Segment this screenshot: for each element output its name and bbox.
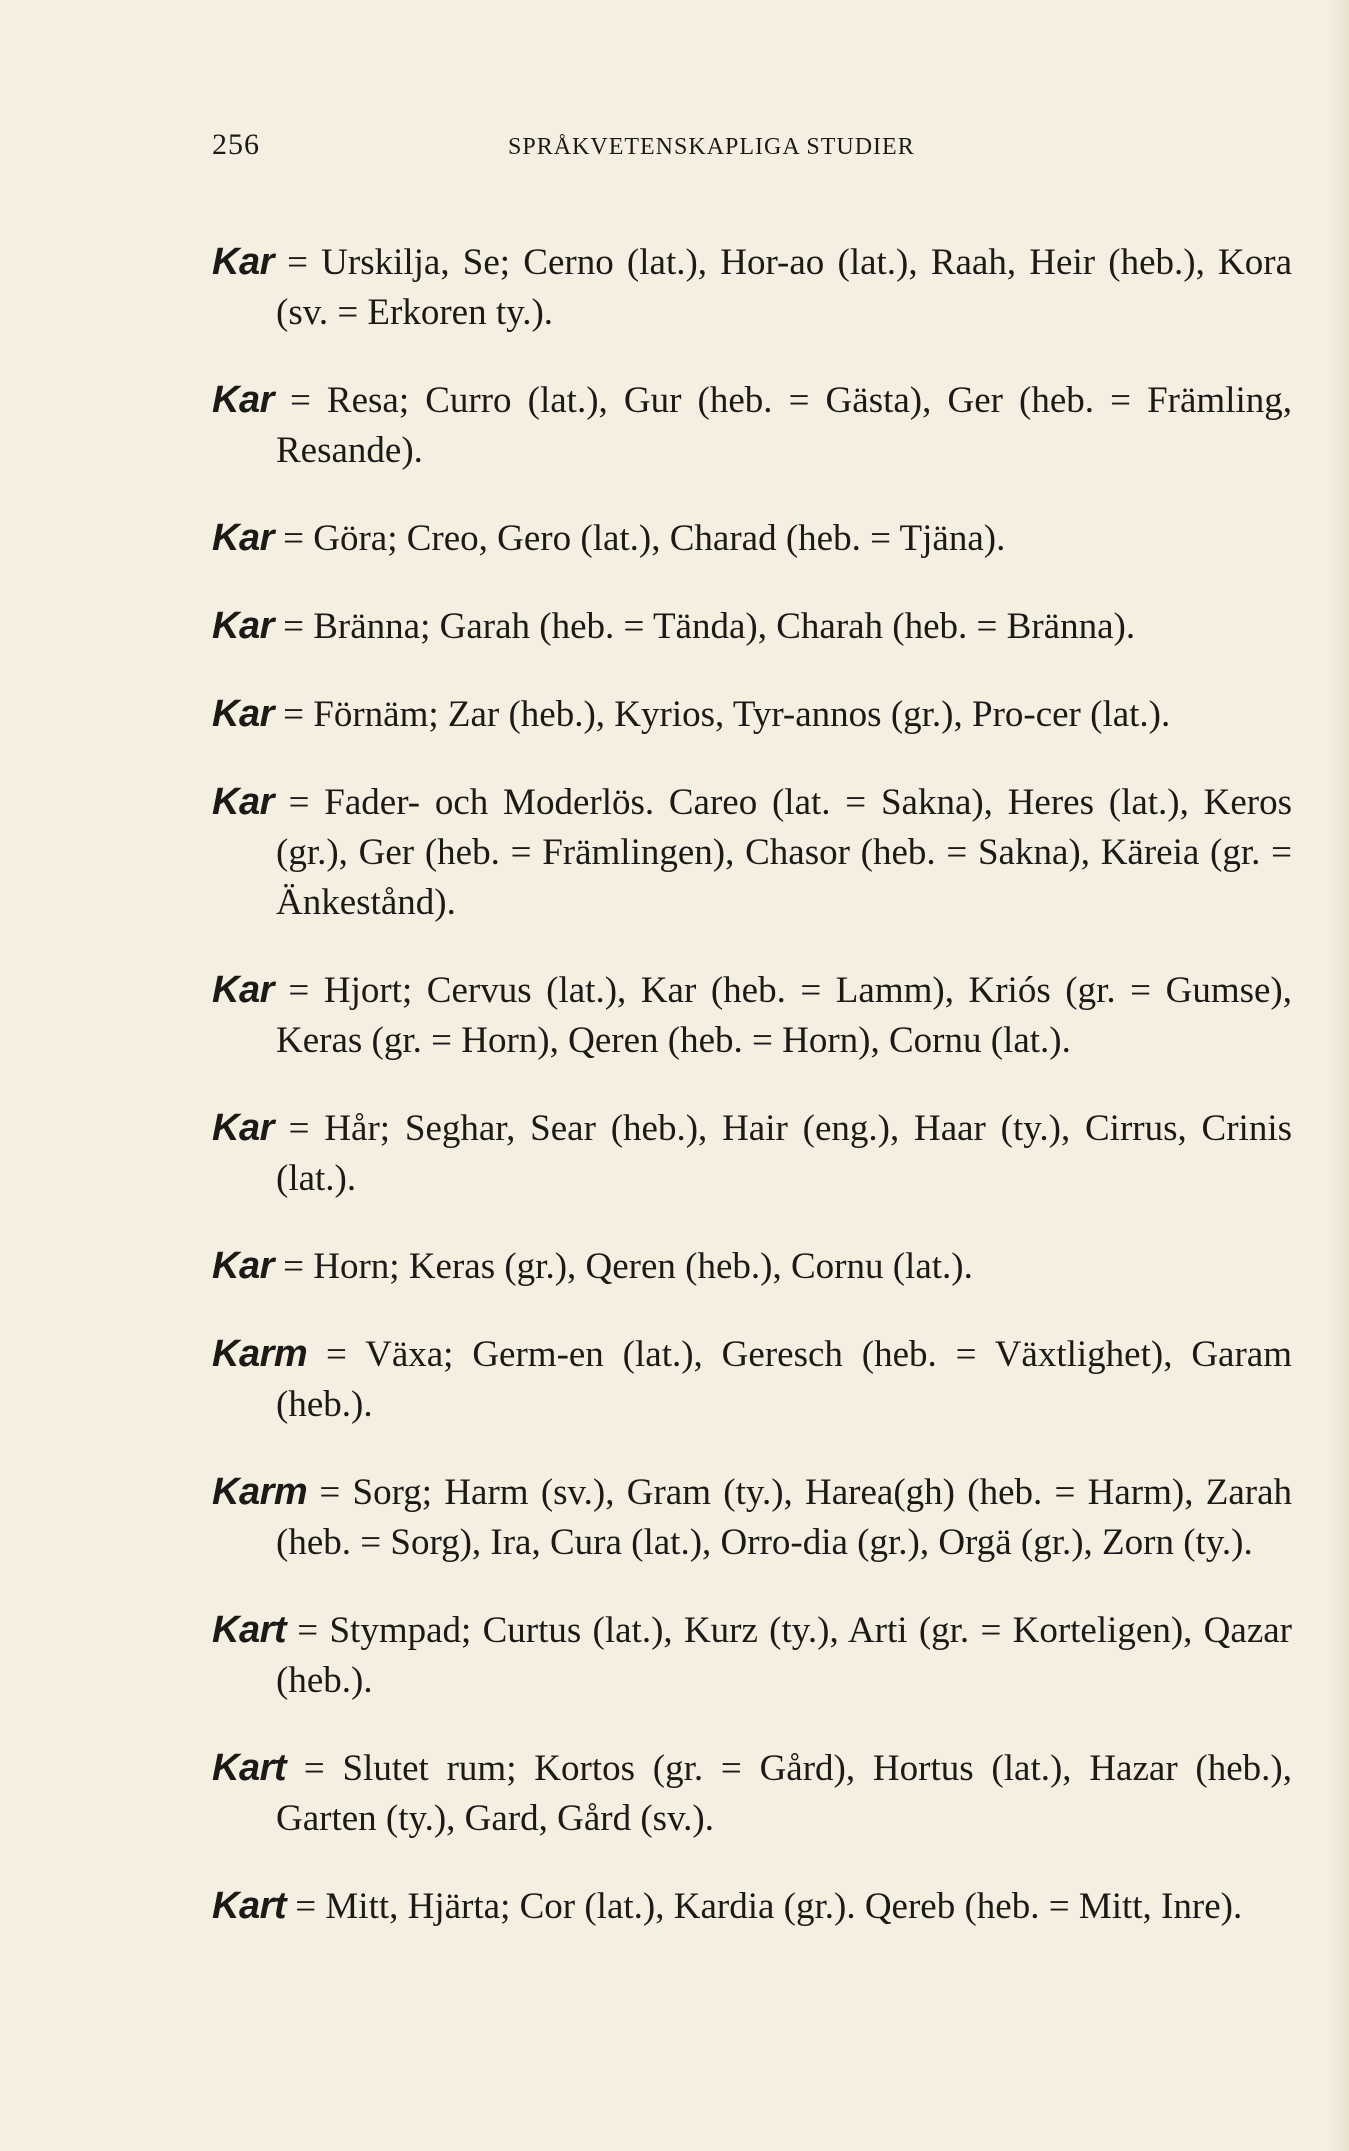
entry	[212, 513, 1292, 564]
entry-text: = Hår; Seghar, Sear (heb.), Hair (eng.), Haar (ty.), Cirrus, Crinis (lat.).	[273, 1108, 1292, 1199]
dictionary-entries	[212, 200, 1292, 1954]
entry-headword: Kart	[212, 1747, 287, 1789]
entry-headword: Kar	[212, 517, 274, 559]
entry-headword: Kar	[212, 1245, 274, 1287]
page-edge	[1327, 0, 1349, 2151]
entry-text: = Växa; Germ-en (lat.), Geresch (heb. = Växtlighet), Garam (heb.).	[276, 1334, 1292, 1425]
entry	[212, 689, 1292, 740]
entry-text: = Fader- och Moderlös. Careo (lat. = Sakna), Heres (lat.), Keros (gr.), Ger (heb. = Främlingen), Chasor (heb. = Sakna), Käreia (gr. = Änkestånd).	[273, 782, 1292, 923]
entry-text: = Förnäm; Zar (heb.), Kyrios, Tyr-annos (gr.), Pro-cer (lat.).	[273, 694, 1171, 735]
entry-text: = Mitt, Hjärta; Cor (lat.), Kardia (gr.). Qereb (heb. = Mitt, Inre).	[286, 1886, 1243, 1927]
entry-headword: Kar	[212, 1107, 274, 1149]
running-head: SPRÅKVETENSKAPLIGA STUDIER	[508, 134, 915, 160]
page-header	[212, 128, 992, 172]
entry-headword: Kar	[212, 241, 274, 283]
entry-text: = Urskilja, Se; Cerno (lat.), Hor-ao (lat.), Raah, Heir (heb.), Kora (sv. = Erkoren ty.).	[273, 242, 1292, 333]
entry	[212, 1605, 1292, 1706]
entry-text: = Göra; Creo, Gero (lat.), Charad (heb. = Tjäna).	[273, 518, 1006, 559]
entry-headword: Kart	[212, 1609, 287, 1651]
entry	[212, 601, 1292, 652]
entry-headword: Kar	[212, 781, 274, 823]
entry-headword: Kart	[212, 1885, 287, 1927]
page-number: 256	[212, 128, 260, 161]
entry-text: = Horn; Keras (gr.), Qeren (heb.), Cornu (lat.).	[273, 1246, 973, 1287]
entry-headword: Kar	[212, 969, 274, 1011]
entry-text: = Hjort; Cervus (lat.), Kar (heb. = Lamm), Kriós (gr. = Gumse), Keras (gr. = Horn), Qeren (heb. = Horn), Cornu (lat.).	[273, 970, 1292, 1061]
entry-headword: Kar	[212, 605, 274, 647]
entry-headword: Karm	[212, 1471, 308, 1513]
entry	[212, 1241, 1292, 1292]
entry-text: = Bränna; Garah (heb. = Tända), Charah (heb. = Bränna).	[273, 606, 1136, 647]
entry-text: = Stympad; Curtus (lat.), Kurz (ty.), Arti (gr. = Korteligen), Qazar (heb.).	[276, 1610, 1292, 1701]
entry	[212, 1467, 1292, 1568]
entry	[212, 375, 1292, 476]
entry	[212, 965, 1292, 1066]
entry	[212, 1743, 1292, 1844]
entry-headword: Kar	[212, 693, 274, 735]
entry	[212, 1329, 1292, 1430]
entry	[212, 777, 1292, 928]
entry-text: = Sorg; Harm (sv.), Gram (ty.), Harea(gh) (heb. = Harm), Zarah (heb. = Sorg), Ira, Cura (lat.), Orro-dia (gr.), Orgä (gr.), Zorn (ty.).	[276, 1472, 1292, 1563]
entry-text: = Resa; Curro (lat.), Gur (heb. = Gästa), Ger (heb. = Främling, Resande).	[273, 380, 1292, 471]
entry-headword: Kar	[212, 379, 274, 421]
entry-headword: Karm	[212, 1333, 308, 1375]
entry	[212, 1103, 1292, 1204]
entry	[212, 237, 1292, 338]
entry	[212, 1881, 1292, 1932]
entry-text: = Slutet rum; Kortos (gr. = Gård), Hortus (lat.), Hazar (heb.), Garten (ty.), Gard, Gård (sv.).	[276, 1748, 1292, 1839]
